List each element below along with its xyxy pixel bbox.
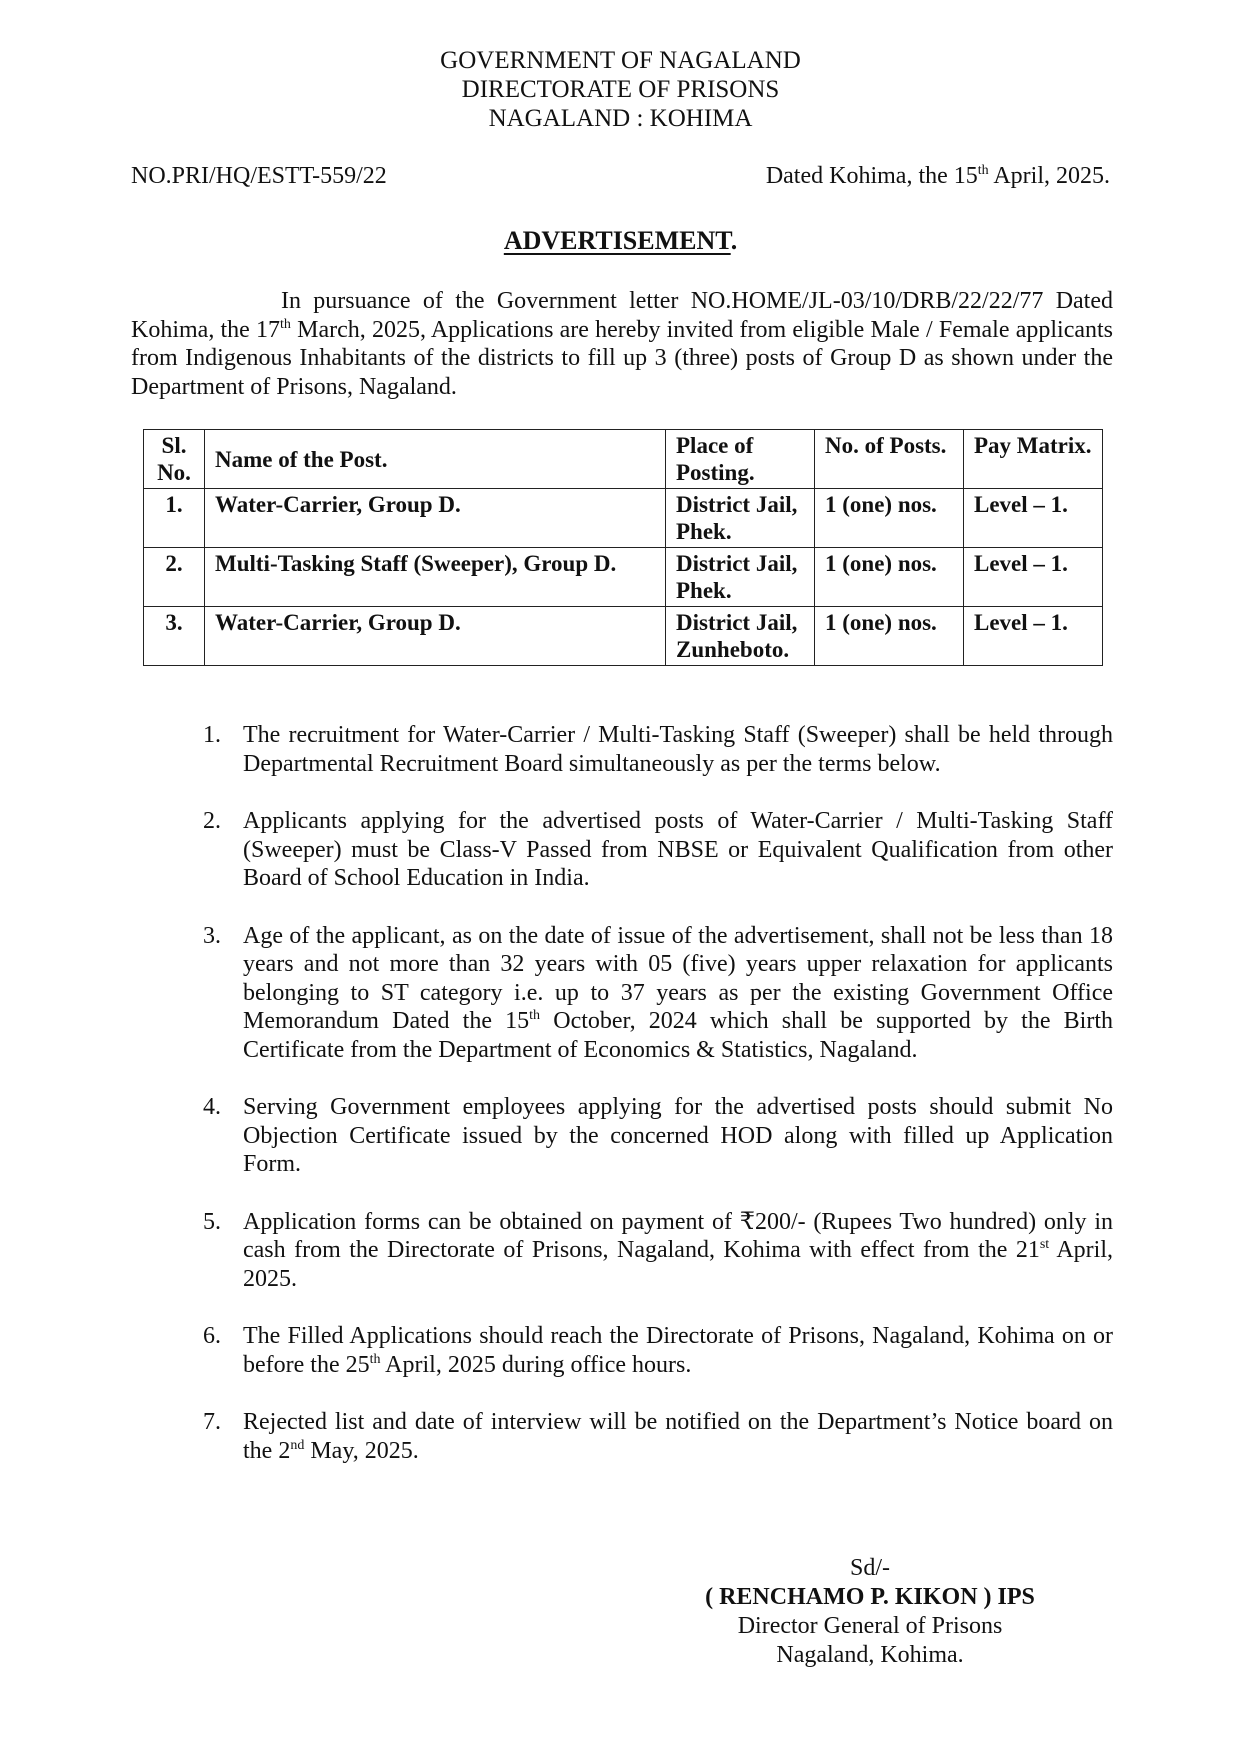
table-row	[144, 489, 1103, 548]
list-item	[203, 807, 1113, 893]
list-item-number: 3.	[203, 922, 221, 949]
cell-place: District Jail, Phek.	[666, 548, 815, 607]
list-item	[203, 922, 1113, 1065]
header-no-posts: No. of Posts.	[815, 430, 964, 489]
cell-place: District Jail, Zunheboto.	[666, 607, 815, 666]
page-title: ADVERTISEMENT.	[503, 226, 738, 255]
list-item	[203, 721, 1113, 778]
list-item-number: 4.	[203, 1094, 221, 1120]
signature-block	[640, 1554, 1100, 1670]
cell-posts: 1 (one) nos.	[815, 607, 964, 666]
list-item-text: Serving Government employees applying for the advertised posts should submit No Objection Certificate issued by the concerned HOD along with filled up Application Form.	[243, 1094, 1113, 1177]
list-item-text: Application forms can be obtained on payment of ₹200/- (Rupees Two hundred) only in cash from the Directorate of Prisons, Nagaland, Kohima with effect from the 21st April, 2025.	[243, 1208, 1113, 1292]
list-item-text: The Filled Applications should reach the Directorate of Prisons, Nagaland, Kohima on or before the 25th April, 2025 during office hours.	[243, 1323, 1113, 1378]
header-government: GOVERNMENT OF NAGALAND	[440, 47, 801, 74]
signatory-place: Nagaland, Kohima.	[776, 1642, 964, 1668]
table-header-row	[144, 430, 1103, 489]
header-directorate: DIRECTORATE OF PRISONS	[461, 76, 780, 103]
list-item	[203, 1093, 1113, 1179]
list-item-number: 1.	[203, 722, 221, 748]
cell-post-name: Water-Carrier, Group D.	[205, 489, 666, 548]
reference-date: Dated Kohima, the 15th April, 2025.	[765, 163, 1110, 189]
cell-pay: Level – 1.	[964, 607, 1103, 666]
posts-table	[143, 429, 1103, 666]
cell-sl: 1.	[144, 489, 205, 548]
list-item-text: Age of the applicant, as on the date of issue of the advertisement, shall not be less than 18 years and not more than 32 years with 05 (five) years upper relaxation for applicants belonging to ST category i.e. up to 37 years as per the existing Government Office Memorandum Dated the 15th October, 2024 which shall be supported by the Birth Certificate from the Department of Economics & Statistics, Nagaland.	[243, 922, 1113, 1063]
cell-post-name: Water-Carrier, Group D.	[205, 607, 666, 666]
signatory-name: ( RENCHAMO P. KIKON ) IPS	[705, 1584, 1035, 1610]
cell-pay: Level – 1.	[964, 548, 1103, 607]
list-item-text: Applicants applying for the advertised posts of Water-Carrier / Multi-Tasking Staff (Sweeper) must be Class-V Passed from NBSE or Equivalent Qualification from other Board of School Education in India.	[243, 808, 1113, 891]
list-item-text: Rejected list and date of interview will be notified on the Department’s Notice board on the 2nd May, 2025.	[243, 1409, 1113, 1464]
list-item-number: 6.	[203, 1323, 221, 1349]
cell-pay: Level – 1.	[964, 489, 1103, 548]
header-post-name: Name of the Post.	[205, 430, 666, 489]
cell-sl: 2.	[144, 548, 205, 607]
cell-place: District Jail, Phek.	[666, 489, 815, 548]
list-item	[203, 1408, 1113, 1465]
header-place: Place of Posting.	[666, 430, 815, 489]
table-row	[144, 548, 1103, 607]
header-pay-matrix: Pay Matrix.	[964, 430, 1103, 489]
list-item-number: 7.	[203, 1409, 221, 1435]
list-item-number: 5.	[203, 1208, 221, 1235]
list-item-number: 2.	[203, 808, 221, 834]
list-item-text: The recruitment for Water-Carrier / Multi-Tasking Staff (Sweeper) shall be held through Departmental Recruitment Board simultaneously as per the terms below.	[243, 722, 1113, 777]
terms-list	[203, 721, 1113, 1494]
cell-post-name: Multi-Tasking Staff (Sweeper), Group D.	[205, 548, 666, 607]
cell-posts: 1 (one) nos.	[815, 548, 964, 607]
list-item	[203, 1322, 1113, 1379]
cell-sl: 3.	[144, 607, 205, 666]
header-sl-no: Sl. No.	[144, 430, 205, 489]
header-location: NAGALAND : KOHIMA	[488, 105, 753, 132]
signatory-designation: Director General of Prisons	[737, 1613, 1003, 1639]
intro-paragraph: In pursuance of the Government letter NO.HOME/JL-03/10/DRB/22/22/77 Dated Kohima, the 17th March, 2025, Applications are hereby invited from eligible Male / Female applicants from Indigenous Inhabitants of the districts to fill up 3 (three) posts of Group D as shown under the Department of Prisons, Nagaland.	[131, 288, 1114, 400]
cell-posts: 1 (one) nos.	[815, 489, 964, 548]
table-row	[144, 607, 1103, 666]
signature-sd: Sd/-	[849, 1555, 890, 1581]
list-item	[203, 1208, 1113, 1294]
reference-number: NO.PRI/HQ/ESTT-559/22	[131, 163, 387, 189]
